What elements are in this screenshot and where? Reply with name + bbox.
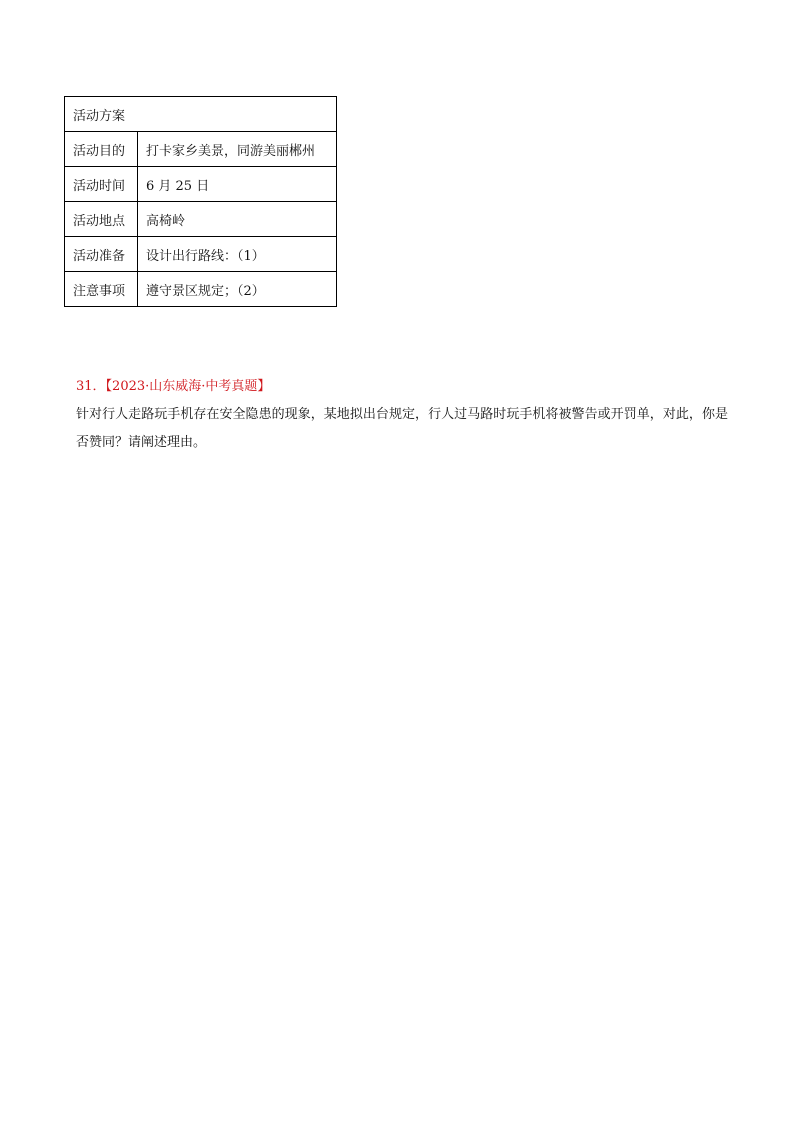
row-label: 活动时间 (65, 167, 138, 202)
row-value: 高椅岭 (138, 202, 337, 237)
row-value: 遵守景区规定；（2） (138, 272, 337, 307)
row-label: 活动准备 (65, 237, 138, 272)
table-row (65, 167, 337, 202)
question-heading (76, 373, 728, 401)
question-text: 针对行人走路玩手机存在安全隐患的现象，某地拟出台规定，行人过马路时玩手机将被警告或开罚单，对此，你是否赞同？请阐述理由。 (76, 407, 728, 450)
table-header-cell: 活动方案 (65, 97, 337, 132)
activity-plan-table (64, 96, 337, 307)
table-row (65, 132, 337, 167)
row-label: 活动地点 (65, 202, 138, 237)
row-label: 活动目的 (65, 132, 138, 167)
table-header-row (65, 97, 337, 132)
row-value: 设计出行路线：（1） (138, 237, 337, 272)
row-value: 6 月 25 日 (138, 167, 337, 202)
table-row (65, 237, 337, 272)
question-block (76, 373, 728, 457)
question-number: 31． (76, 379, 106, 394)
row-value: 打卡家乡美景，同游美丽郴州 (138, 132, 337, 167)
row-label: 注意事项 (65, 272, 138, 307)
table-row (65, 202, 337, 237)
question-source-tag: 【2023·山东威海·中考真题】 (105, 379, 271, 394)
table-row (65, 272, 337, 307)
